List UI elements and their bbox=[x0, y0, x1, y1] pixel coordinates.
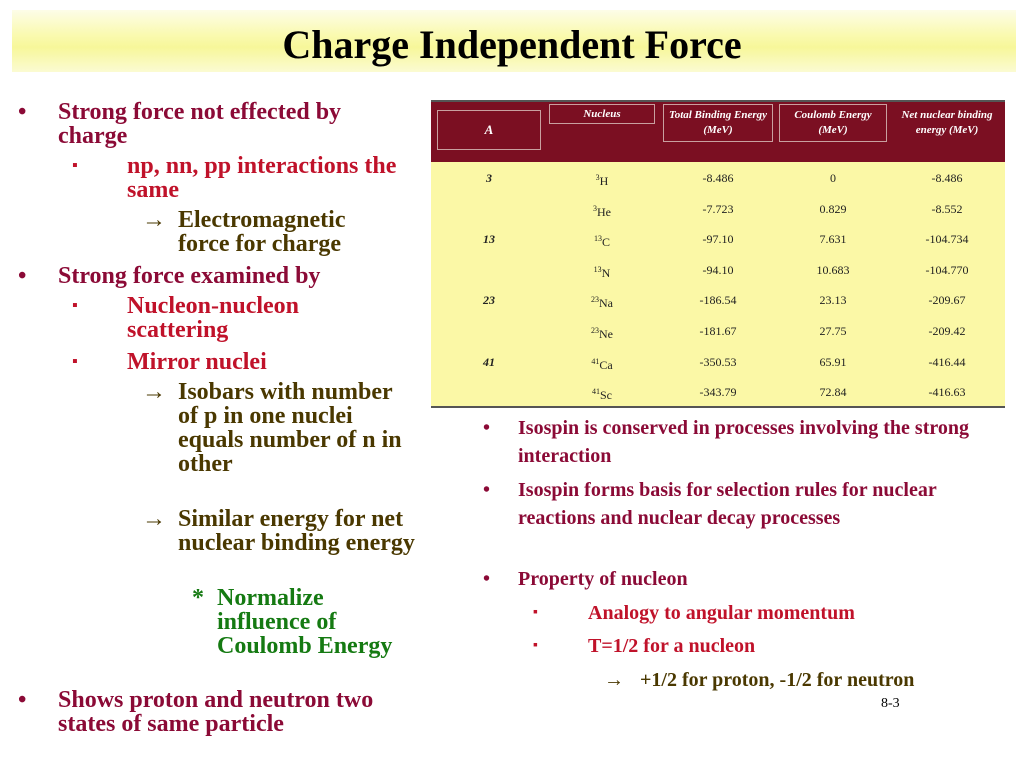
square-marker: ▪ bbox=[72, 353, 78, 370]
table-cell-net: -416.44 bbox=[928, 355, 966, 369]
table-cell-ce: 72.84 bbox=[819, 385, 847, 399]
table-cell-a: 3 bbox=[486, 171, 492, 185]
bullet-marker: • bbox=[18, 687, 27, 713]
bullet-isospin-selection-rules: Isospin forms basis for selection rules for nuclear reactions and nuclear decay processes bbox=[518, 479, 937, 529]
bullet-marker: • bbox=[483, 479, 491, 501]
table-cell-nucleus: $^{41}$Ca bbox=[591, 357, 613, 372]
table-cell-tbe: -8.486 bbox=[702, 171, 734, 185]
table-cell-nucleus: $^{23}$Na bbox=[591, 295, 613, 310]
table-cell-nucleus: $^3$H bbox=[595, 173, 609, 188]
bullet-marker: • bbox=[18, 99, 27, 125]
table-cell-a: 13 bbox=[483, 232, 495, 246]
bullet-isobars: Isobars with number of p in one nuclei equals number of n in other bbox=[178, 379, 402, 477]
bullet-np-nn-pp: np, nn, pp interactions the same bbox=[127, 153, 397, 203]
table-cell-tbe: -343.79 bbox=[699, 385, 737, 399]
header-nucleus: Nucleus bbox=[583, 108, 621, 120]
arrow-marker: → bbox=[142, 379, 166, 405]
square-marker: ▪ bbox=[533, 605, 538, 620]
table-cell-net: -416.63 bbox=[928, 385, 966, 399]
bullet-electromagnetic: Electromagnetic force for charge bbox=[178, 207, 346, 257]
table-cell-ce: 0 bbox=[830, 171, 836, 185]
table-cell-net: -104.770 bbox=[925, 263, 969, 277]
bullet-marker: • bbox=[18, 263, 27, 289]
table-cell-ce: 65.91 bbox=[819, 355, 847, 369]
bullet-normalize-coulomb: Normalize influence of Coulomb Energy bbox=[217, 585, 393, 659]
bullet-nucleon-scattering: Nucleon-nucleon scattering bbox=[127, 293, 300, 343]
bullet-marker: • bbox=[483, 568, 491, 590]
table-cell-net: -8.552 bbox=[931, 202, 963, 216]
slide-title: Charge Independent Force bbox=[282, 22, 742, 67]
table-cell-tbe: -186.54 bbox=[699, 293, 737, 307]
table-cell-ce: 10.683 bbox=[816, 263, 850, 277]
table-bottom-border bbox=[431, 406, 1005, 408]
table-cell-ce: 7.631 bbox=[819, 232, 847, 246]
bullet-t-half: T=1/2 for a nucleon bbox=[588, 635, 756, 657]
header-net-binding: Net nuclear binding energy (MeV) bbox=[901, 109, 993, 136]
slide-number: 8-3 bbox=[881, 696, 900, 711]
square-marker: ▪ bbox=[72, 297, 78, 314]
table-cell-net: -104.734 bbox=[925, 232, 969, 246]
table-cell-net: -8.486 bbox=[931, 171, 963, 185]
binding-energy-table bbox=[431, 100, 1005, 408]
bullet-proton-neutron-isospin: +1/2 for proton, -1/2 for neutron bbox=[640, 669, 915, 691]
bullet-similar-energy: Similar energy for net nuclear binding energy bbox=[178, 506, 415, 556]
table-cell-nucleus: $^{13}$N bbox=[593, 265, 611, 280]
table-cell-ce: 0.829 bbox=[819, 202, 847, 216]
square-marker: ▪ bbox=[72, 157, 78, 174]
table-body-bg bbox=[431, 162, 1005, 408]
arrow-marker: → bbox=[604, 669, 624, 691]
bullet-property-nucleon: Property of nucleon bbox=[518, 568, 688, 590]
arrow-marker: → bbox=[142, 207, 166, 233]
table-cell-nucleus: $^3$He bbox=[593, 204, 611, 219]
table-cell-tbe: -7.723 bbox=[702, 202, 734, 216]
arrow-marker: → bbox=[142, 506, 166, 532]
table-cell-net: -209.42 bbox=[928, 324, 966, 338]
table-cell-ce: 27.75 bbox=[819, 324, 847, 338]
table-cell-tbe: -97.10 bbox=[702, 232, 734, 246]
bullet-strong-force-examined: Strong force examined by bbox=[58, 263, 321, 289]
bullet-marker: • bbox=[483, 417, 491, 439]
table-cell-nucleus: $^{41}$Sc bbox=[592, 387, 612, 402]
table-cell-a: 23 bbox=[483, 293, 495, 307]
table-cell-nucleus: $^{23}$Ne bbox=[591, 326, 613, 341]
bullet-mirror-nuclei: Mirror nuclei bbox=[127, 349, 267, 375]
table-cell-net: -209.67 bbox=[928, 293, 966, 307]
table-cell-tbe: -181.67 bbox=[699, 324, 737, 338]
table-cell-tbe: -350.53 bbox=[699, 355, 737, 369]
bullet-strong-force-charge: Strong force not effected by charge bbox=[58, 99, 342, 149]
table-top-border bbox=[431, 100, 1005, 102]
header-coulomb: Coulomb Energy (MeV) bbox=[794, 109, 872, 136]
bullet-angular-momentum: Analogy to angular momentum bbox=[588, 602, 855, 624]
table-cell-nucleus: $^{13}$C bbox=[593, 234, 610, 249]
square-marker: ▪ bbox=[533, 638, 538, 653]
bullet-proton-neutron-states: Shows proton and neutron two states of same particle bbox=[58, 687, 374, 737]
table-cell-tbe: -94.10 bbox=[702, 263, 734, 277]
star-marker: * bbox=[192, 585, 204, 611]
table-cell-a: 41 bbox=[483, 355, 495, 369]
table-cell-ce: 23.13 bbox=[819, 293, 847, 307]
bullet-isospin-conserved: Isospin is conserved in processes involving the strong interaction bbox=[518, 417, 969, 467]
header-a: A bbox=[484, 122, 494, 137]
header-total-binding: Total Binding Energy (MeV) bbox=[668, 109, 767, 136]
